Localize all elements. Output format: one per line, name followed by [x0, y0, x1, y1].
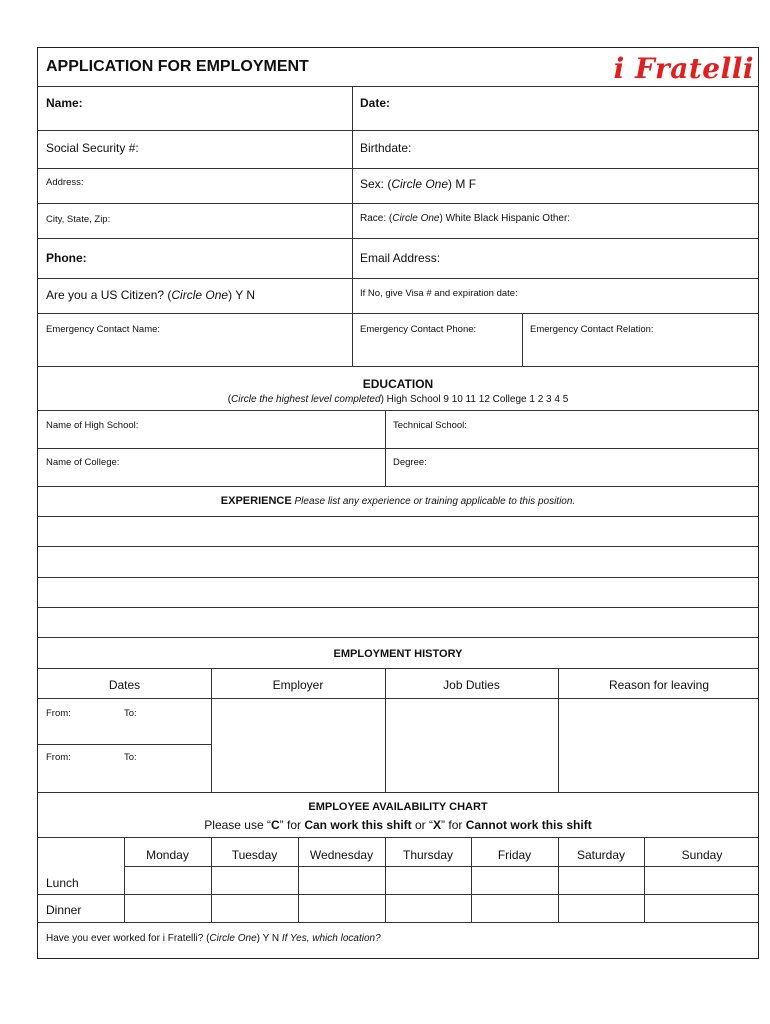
employment-history-title: EMPLOYMENT HISTORY — [333, 648, 463, 660]
city-state-zip-field[interactable]: City, State, Zip: — [46, 214, 111, 225]
degree-field[interactable]: Degree: — [393, 457, 427, 468]
experience-line-2[interactable] — [38, 547, 758, 575]
to-field-1[interactable]: To: — [124, 708, 137, 719]
worked-before-question[interactable]: Have you ever worked for i Fratelli? (Circle One) Y N If Yes, which location? — [46, 933, 381, 944]
day-monday: Monday — [146, 848, 189, 862]
college-field[interactable]: Name of College: — [46, 457, 120, 468]
application-form — [37, 47, 759, 959]
email-field[interactable]: Email Address: — [360, 251, 441, 265]
emergency-contact-phone-field[interactable]: Emergency Contact Phone: — [360, 324, 477, 335]
experience-title: EXPERIENCE Please list any experience or training applicable to this position. — [220, 495, 576, 507]
experience-line-4[interactable] — [38, 608, 758, 636]
reason-for-leaving-header: Reason for leaving — [608, 678, 710, 692]
day-thursday: Thursday — [402, 848, 454, 862]
high-school-field[interactable]: Name of High School: — [46, 420, 139, 431]
day-friday: Friday — [497, 848, 532, 862]
day-saturday: Saturday — [576, 848, 626, 862]
experience-line-3[interactable] — [38, 578, 758, 606]
to-field-2[interactable]: To: — [124, 752, 137, 763]
emergency-contact-relation-field[interactable]: Emergency Contact Relation: — [530, 324, 654, 335]
from-field-1[interactable]: From: — [46, 708, 71, 719]
day-tuesday: Tuesday — [231, 848, 278, 862]
experience-line-1[interactable] — [38, 517, 758, 545]
birthdate-field[interactable]: Birthdate: — [360, 141, 412, 155]
sex-field[interactable]: Sex: (Circle One) M F — [360, 177, 477, 191]
form-title: APPLICATION FOR EMPLOYMENT — [46, 58, 309, 75]
job-duties-header: Job Duties — [443, 678, 500, 692]
shift-dinner: Dinner — [46, 903, 82, 917]
technical-school-field[interactable]: Technical School: — [393, 420, 467, 431]
from-field-2[interactable]: From: — [46, 752, 71, 763]
day-sunday: Sunday — [681, 848, 723, 862]
race-field[interactable]: Race: (Circle One) White Black Hispanic Other: — [360, 213, 571, 224]
emergency-contact-name-field[interactable]: Emergency Contact Name: — [46, 324, 161, 335]
visa-field[interactable]: If No, give Visa # and expiration date: — [360, 288, 518, 299]
availability-title: EMPLOYEE AVAILABILITY CHART — [308, 801, 488, 813]
date-field[interactable]: Date: — [360, 96, 391, 110]
shift-lunch: Lunch — [46, 876, 79, 890]
logo: i Fratelli — [613, 52, 754, 85]
education-title: EDUCATION — [362, 377, 434, 391]
phone-field[interactable]: Phone: — [46, 251, 87, 265]
dates-header: Dates — [108, 678, 141, 692]
address-field[interactable]: Address: — [46, 177, 84, 188]
education-level-selector[interactable]: (Circle the highest level completed) High School 9 10 11 12 College 1 2 3 4 5 — [227, 394, 569, 405]
availability-instructions: Please use “C” for Can work this shift or “X” for Cannot work this shift — [204, 818, 592, 832]
us-citizen-field[interactable]: Are you a US Citizen? (Circle One) Y N — [46, 288, 255, 302]
name-field[interactable]: Name: — [46, 96, 83, 110]
ssn-field[interactable]: Social Security #: — [46, 141, 139, 155]
employer-header: Employer — [272, 678, 324, 692]
day-wednesday: Wednesday — [309, 848, 374, 862]
